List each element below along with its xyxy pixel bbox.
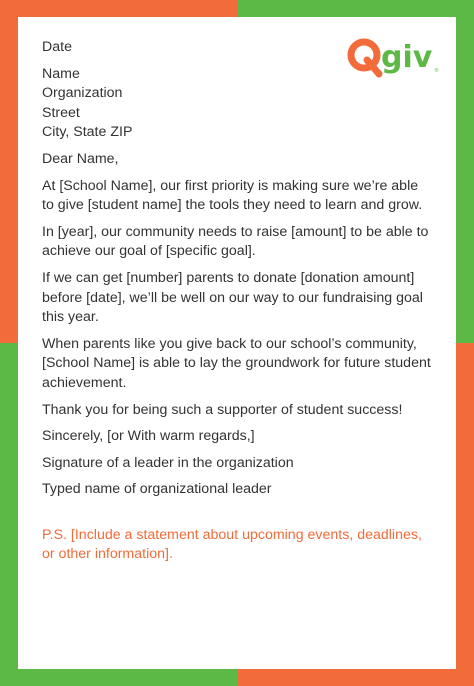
border-left-top (0, 0, 18, 343)
paragraph: In [year], our community needs to raise [amount] to be able to achieve our goal of [specific goal]. (42, 223, 429, 260)
border-right-top (456, 0, 474, 343)
address-city: City, State ZIP (42, 124, 133, 141)
address-name: Name (42, 65, 80, 82)
letter-body (42, 38, 432, 565)
logo-wordmark: giv (381, 40, 433, 75)
address-organization: Organization (42, 85, 123, 102)
paragraph: If we can get [number] parents to donate [donation amount] before [date], we’ll be well on our way to our fundraising goal this year. (42, 269, 423, 326)
typed-name-line: Typed name of organizational leader (42, 481, 272, 498)
postscript: P.S. [Include a statement about upcoming events, deadlines, or other information]. (42, 526, 422, 563)
signature-line: Signature of a leader in the organization (42, 454, 294, 471)
date-line: Date (42, 39, 72, 55)
border-left-bottom (0, 343, 18, 686)
paragraph: At [School Name], our first priority is making sure we’re able to give [student name] the tools they need to learn and grow. (42, 177, 423, 214)
border-bottom-left (0, 669, 237, 686)
svg-text:®: ® (434, 68, 439, 74)
closing: Sincerely, [or With warm regards,] (42, 428, 255, 445)
border-top-left (0, 0, 237, 17)
address-street: Street (42, 104, 80, 121)
border-top-right (237, 0, 474, 17)
border-bottom-right (237, 669, 474, 686)
salutation: Dear Name, (42, 150, 119, 167)
paragraph: When parents like you give back to our school’s community, [School Name] is able to lay the groundwork for future student achievement. (42, 335, 431, 391)
paragraph: Thank you for being such a supporter of student success! (42, 401, 403, 418)
border-right-bottom (456, 343, 474, 686)
